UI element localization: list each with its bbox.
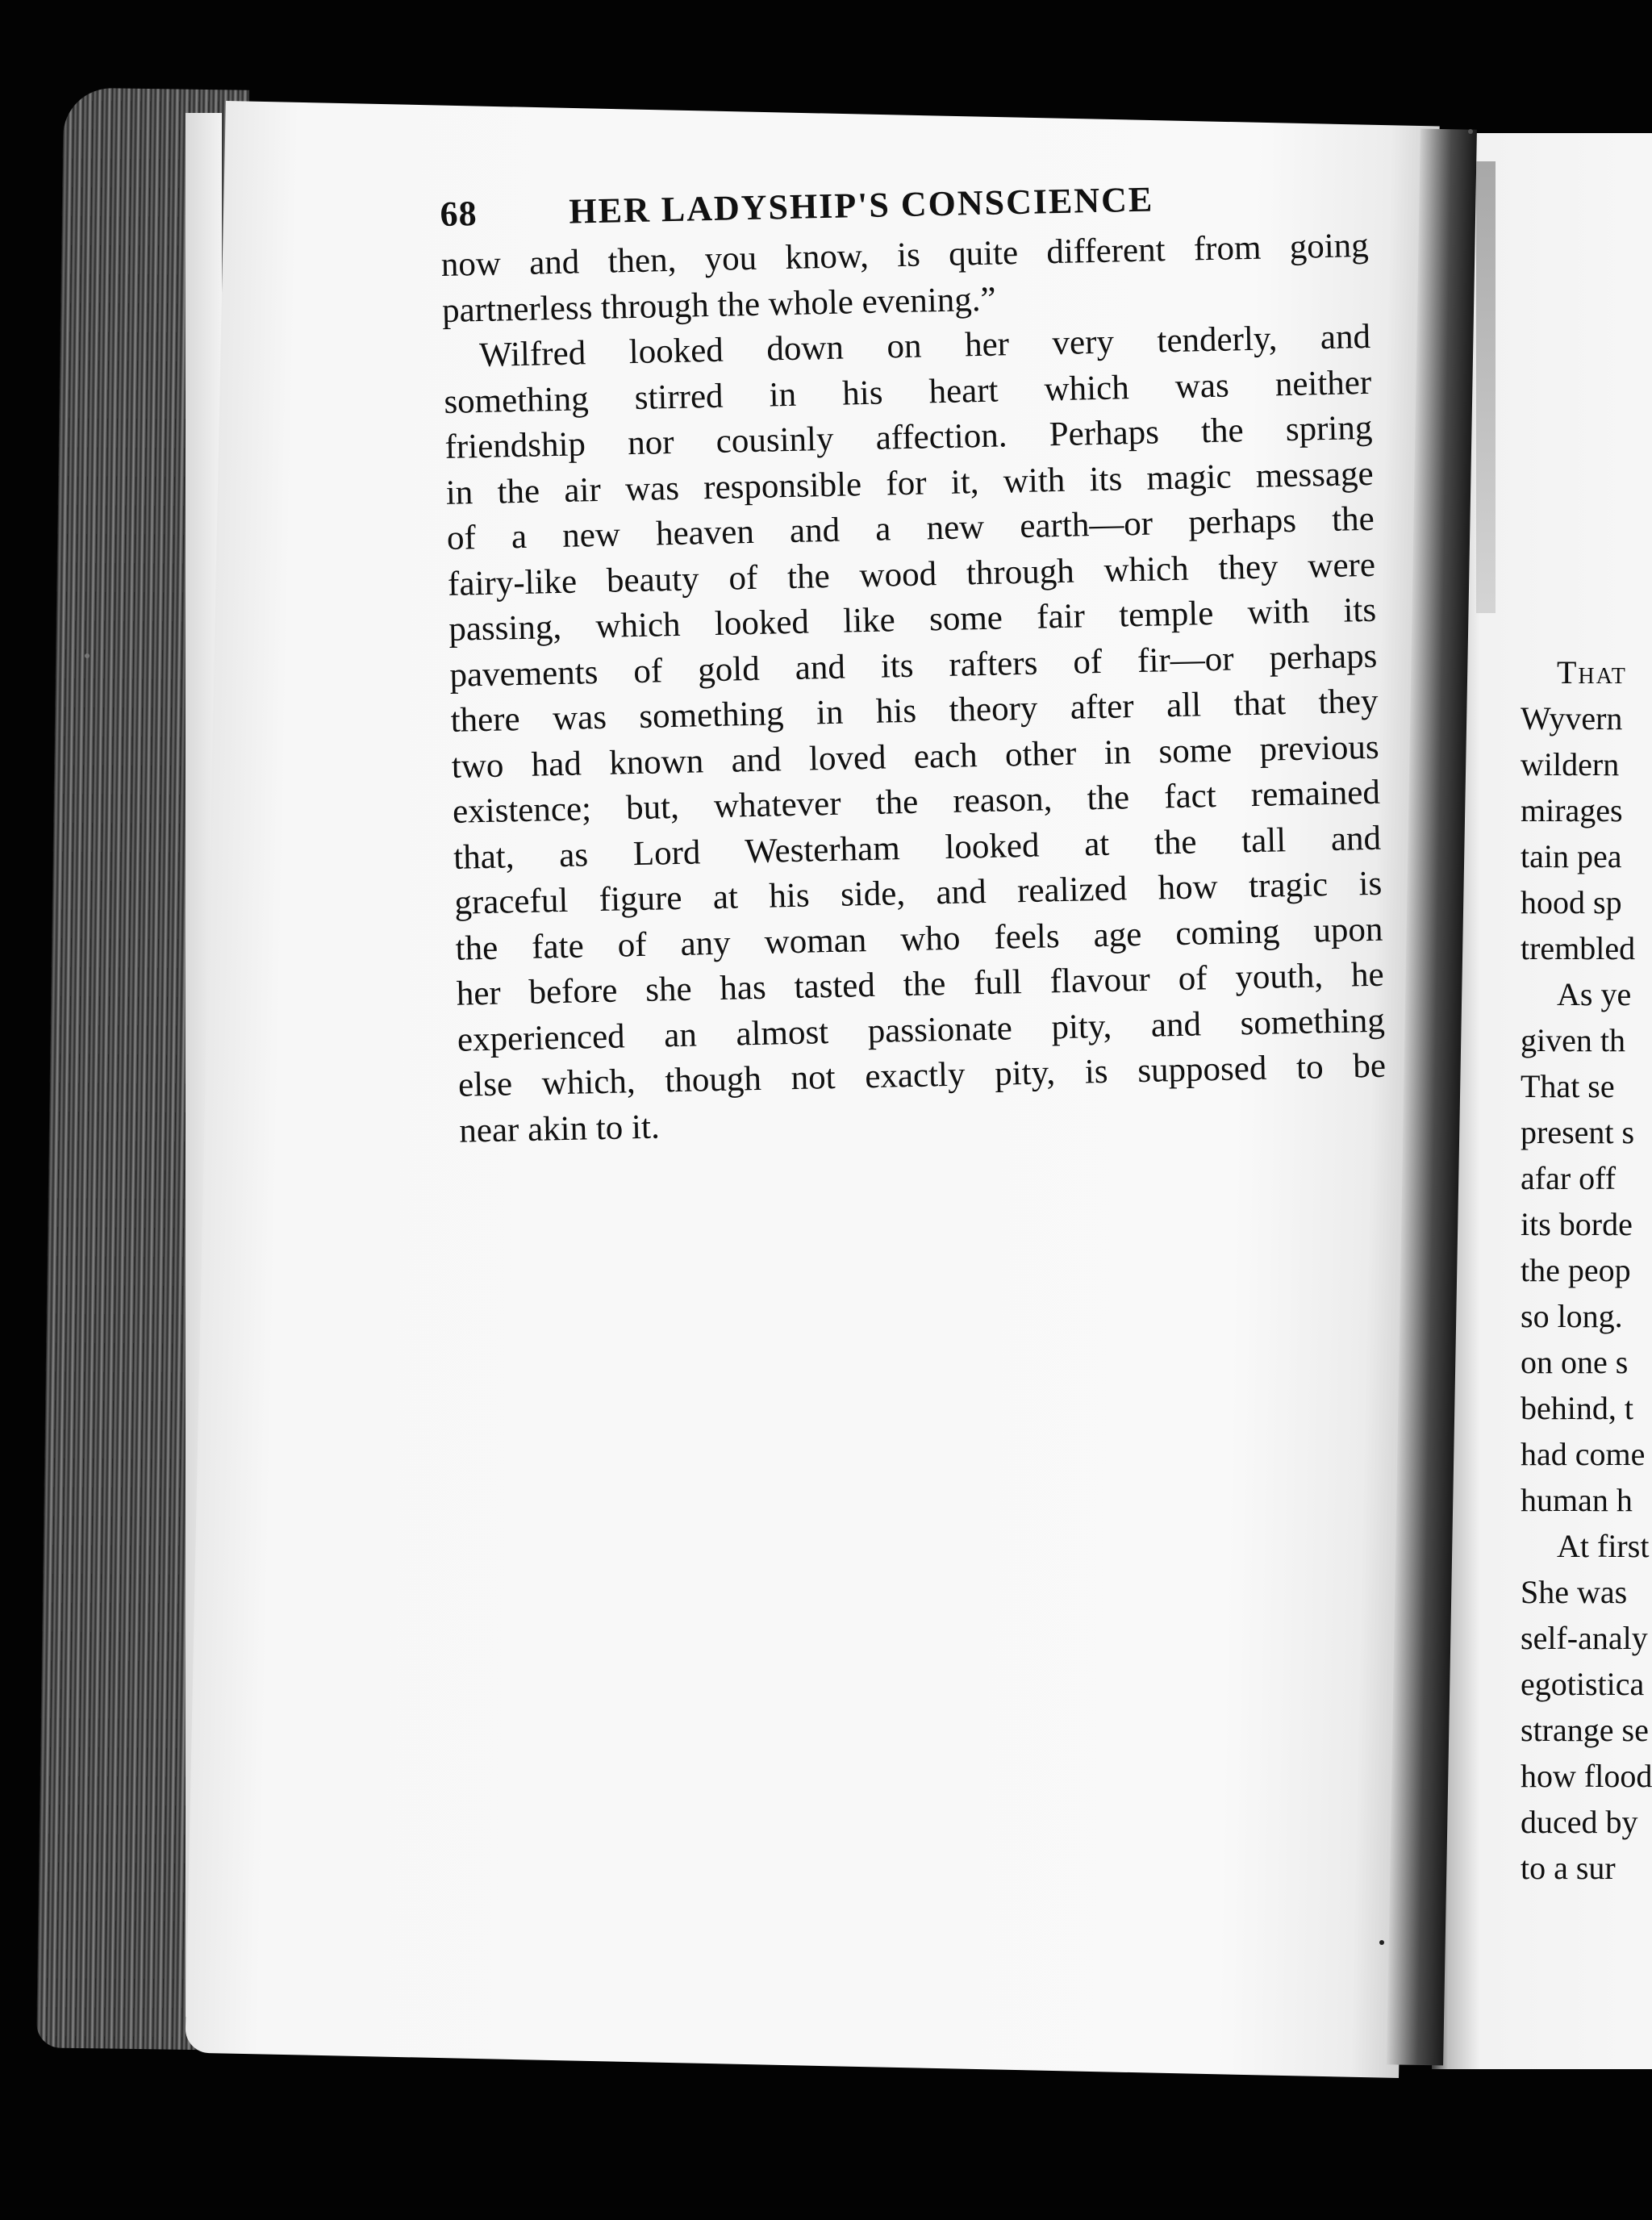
right-page-text: [1521, 649, 1652, 1891]
body-line: friendship nor cousinly affection. Perhaps the spring: [444, 408, 1373, 466]
right-page-line: behind, t: [1521, 1390, 1633, 1426]
body-line: Wilfred looked down on her very tenderly, and: [478, 317, 1371, 375]
body-line: that, as Lord Westerham looked at the tall and: [453, 819, 1382, 877]
body-line: in the air was responsible for it, with its magic message: [445, 454, 1375, 512]
page-number: 68: [440, 194, 478, 234]
right-page-line: to a sur: [1521, 1850, 1616, 1886]
right-page-line: so long.: [1521, 1298, 1623, 1334]
right-page-line: human h: [1521, 1482, 1633, 1518]
body-line: two had known and loved each other in some previous: [451, 728, 1380, 786]
right-page-line: trembled: [1521, 930, 1636, 966]
right-page-line: strange se: [1521, 1712, 1649, 1748]
running-head: HER LADYSHIP'S CONSCIENCE: [568, 179, 1154, 232]
body-line: the fate of any woman who feels age coming upon: [455, 910, 1383, 968]
right-page-line: afar off: [1521, 1160, 1617, 1196]
right-page-line: present s: [1521, 1114, 1635, 1150]
right-page-line: its borde: [1521, 1206, 1633, 1242]
body-line: her before she has tasted the full flavour of youth, he: [456, 955, 1385, 1013]
right-page-line: had come: [1521, 1436, 1646, 1472]
body-line: near akin to it.: [458, 1108, 661, 1150]
body-line: something stirred in his heart which was neither: [443, 363, 1372, 421]
right-page-line: self-analy: [1521, 1620, 1648, 1656]
right-page-gutter-shadow: [1476, 161, 1496, 613]
left-page-text: [440, 174, 1387, 1154]
body-line: experienced an almost passionate pity, and something: [457, 1001, 1386, 1059]
body-line: pavements of gold and its rafters of fir—or perhaps: [449, 636, 1378, 695]
right-page-line: the peop: [1521, 1252, 1631, 1288]
dust-speck: [1379, 1940, 1384, 1945]
right-page-line: tain pea: [1521, 838, 1622, 874]
dust-speck: [85, 653, 90, 658]
body-line: partnerless through the whole evening.”: [441, 280, 996, 330]
right-page-line: That se: [1521, 1068, 1615, 1104]
right-page-line: egotistica: [1521, 1666, 1645, 1702]
right-page-line: on one s: [1521, 1344, 1629, 1380]
body-line: fairy-like beauty of the wood through which they were: [447, 545, 1376, 603]
right-page-line: given th: [1521, 1022, 1625, 1058]
right-page-line: mirages: [1521, 792, 1623, 828]
right-page-line: That: [1557, 654, 1627, 691]
right-page-line: She was: [1521, 1574, 1628, 1610]
body-line: existence; but, whatever the reason, the fact remained: [452, 773, 1381, 831]
body-line: passing, which looked like some fair temple with its: [448, 590, 1377, 649]
right-page-line: As ye: [1557, 976, 1632, 1012]
body-line: of a new heaven and a new earth—or perhaps the: [446, 499, 1375, 557]
right-page-line: At first: [1557, 1528, 1650, 1564]
right-page-line: Wyvern: [1521, 700, 1623, 737]
dust-speck: [1468, 129, 1473, 134]
body-line: now and then, you know, is quite different from going: [440, 226, 1370, 284]
body-line: else which, though not exactly pity, is supposed to be: [457, 1046, 1387, 1104]
body-line: there was something in his theory after all that they: [450, 682, 1379, 740]
right-page-line: how flood: [1521, 1758, 1652, 1794]
right-page-line: duced by: [1521, 1804, 1638, 1840]
body-line: graceful figure at his side, and realized how tragic is: [453, 864, 1383, 922]
right-page-line: hood sp: [1521, 884, 1622, 920]
right-page-line: wildern: [1521, 746, 1620, 782]
